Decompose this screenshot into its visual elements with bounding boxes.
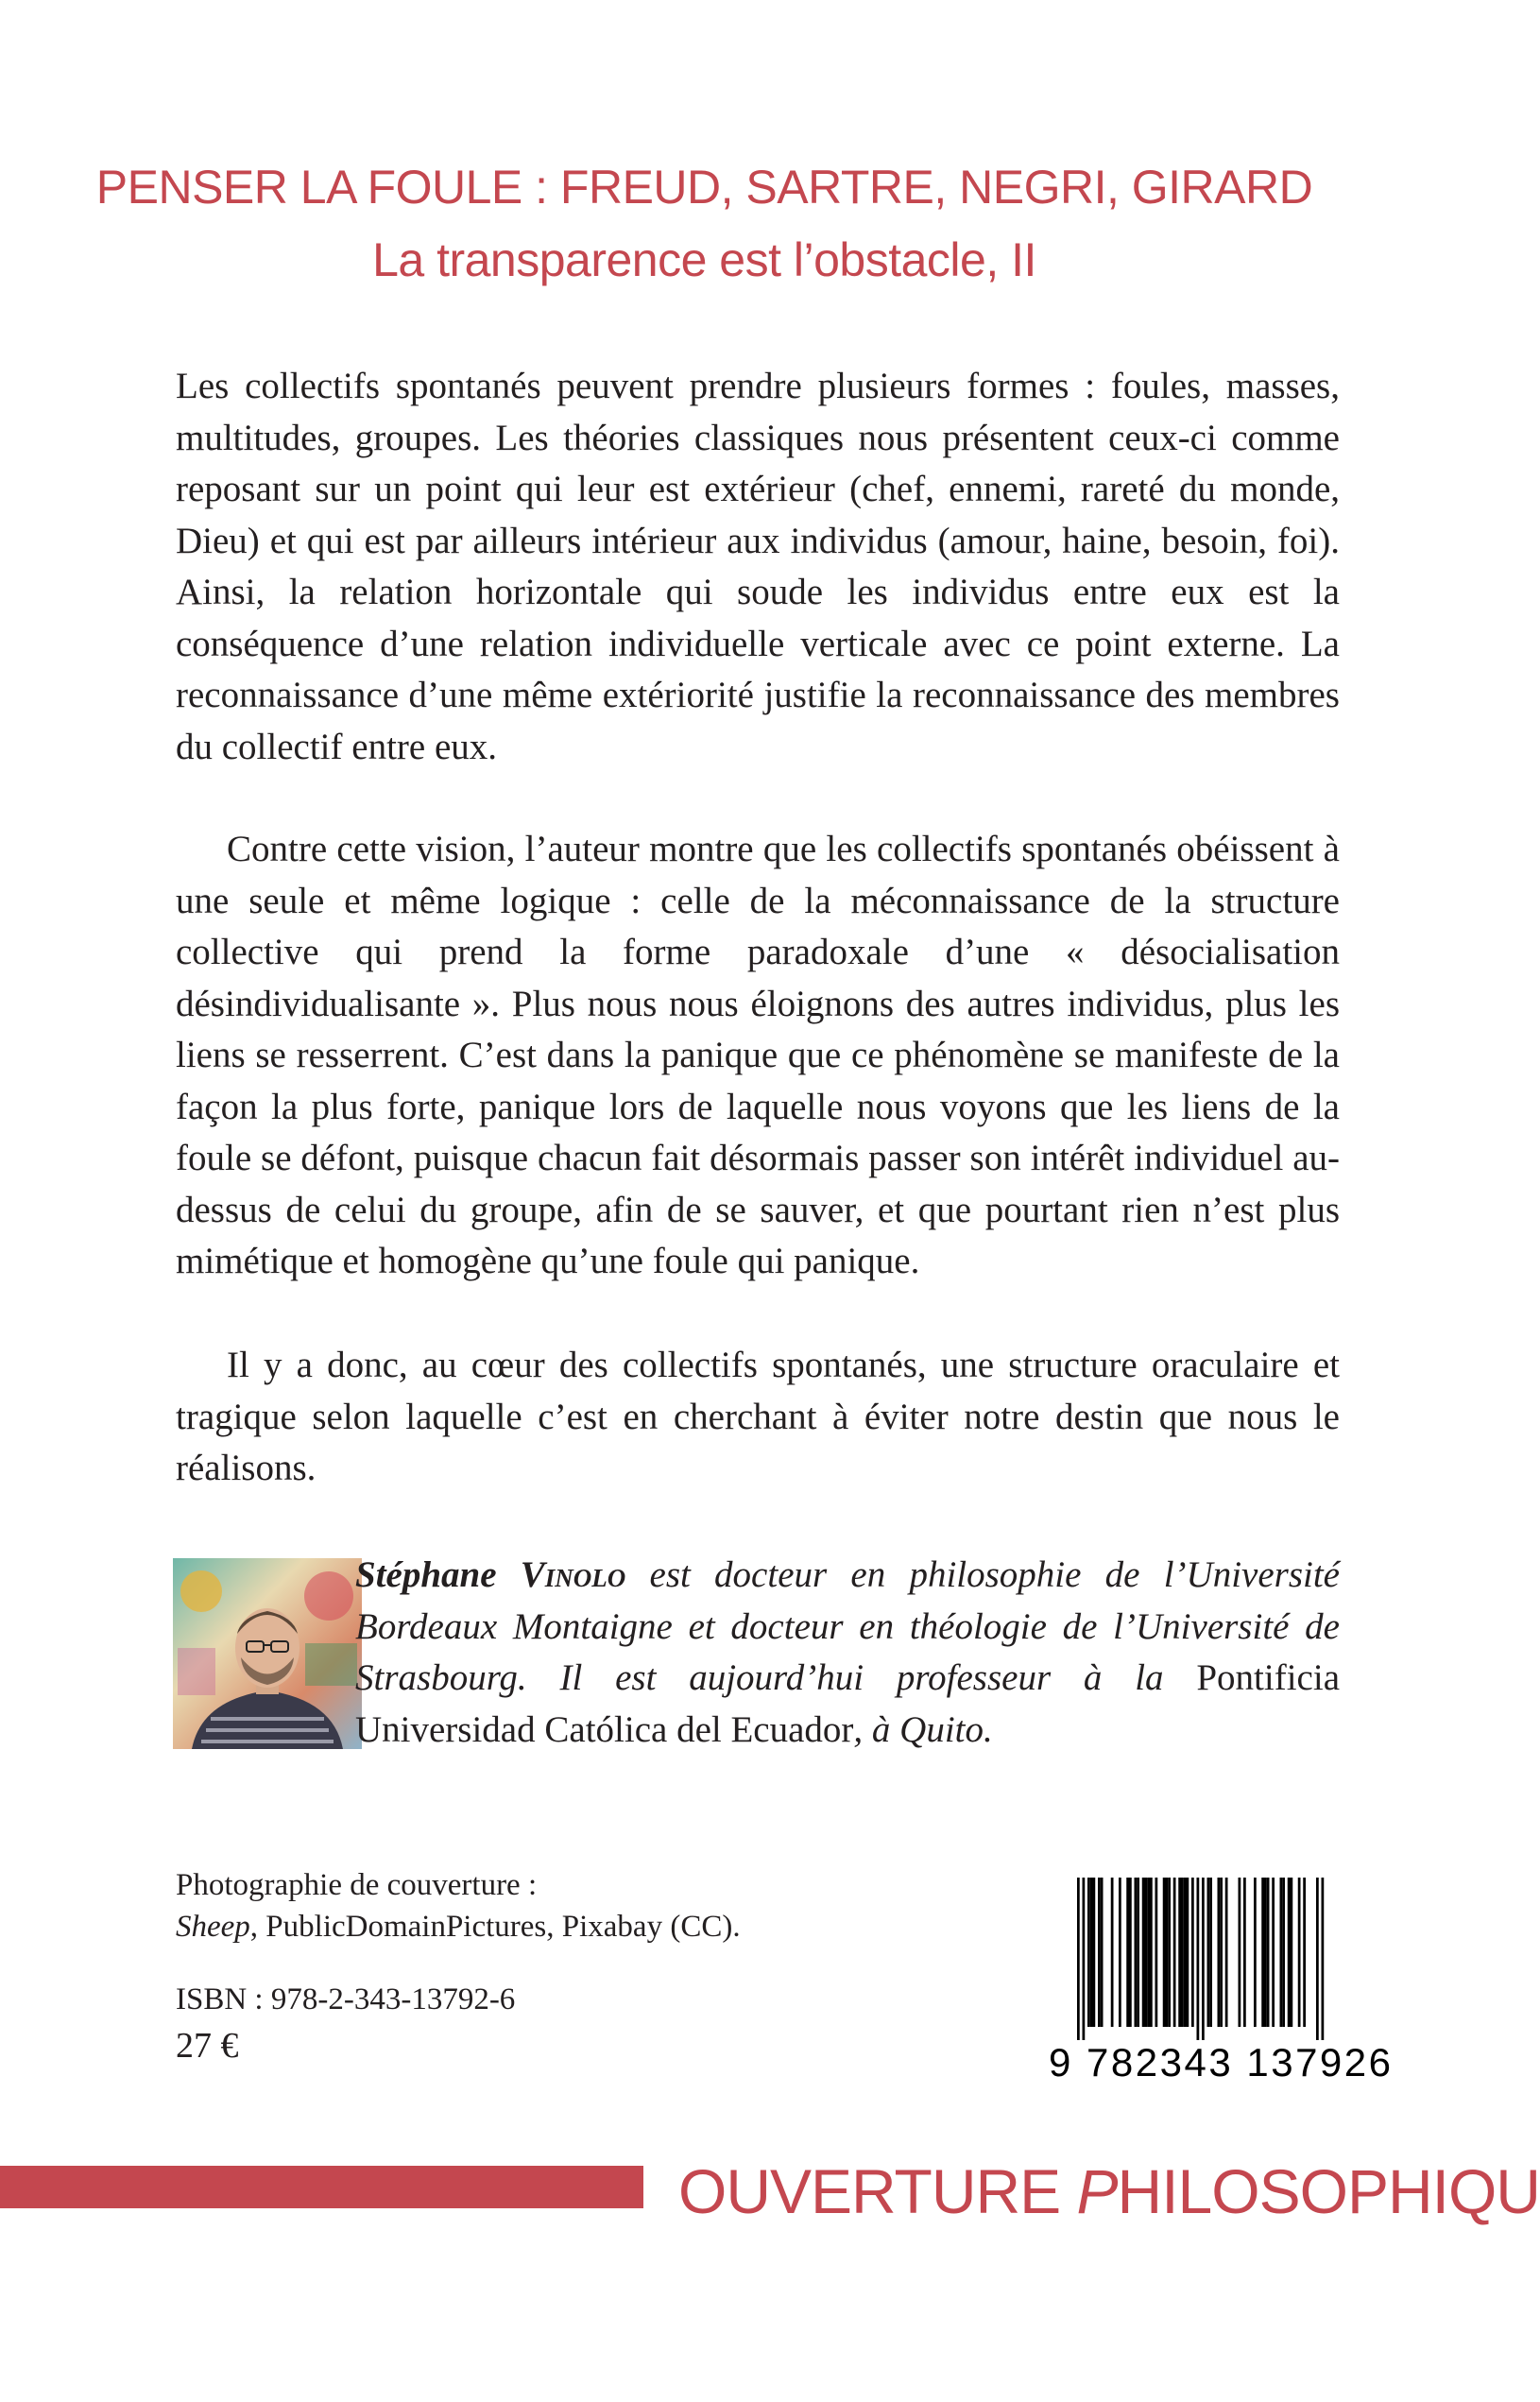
summary-text: Il y a donc, au cœur des collectifs spontanés, une structure oraculaire et tragique selon laquelle c’est en cherchant à éviter notre destin que nous le réalisons. [176,1345,1340,1488]
barcode-bar [1087,1878,1090,2027]
barcode-bar [1243,1878,1246,2027]
barcode-bar [1135,1878,1138,2027]
barcode-bar [1137,1878,1139,2027]
series-title-prefix: OUVERTURE [678,2156,1077,2226]
series-title [678,2158,1540,2224]
barcode-bar [1181,1878,1184,2027]
summary-paragraph-2 [176,824,1340,1288]
author-portrait-image [173,1558,362,1749]
barcode-bar [1168,1878,1171,2027]
barcode-bar [1126,1878,1129,2027]
book-subtitle: La transparence est l’obstacle, II [372,233,1036,286]
summary-paragraph-3 [176,1340,1340,1495]
barcode-bar [1166,1878,1169,2027]
barcode-bar [1207,1878,1210,2027]
barcode-bar [1225,1878,1228,2027]
barcode-bar [1291,1878,1293,2027]
barcode-bar [1197,1878,1200,2040]
author-last-name: Vinolo [520,1554,626,1595]
author-photo [173,1558,362,1749]
barcode-bar [1303,1878,1306,2027]
barcode-bars [1049,1878,1343,2040]
barcode-bar [1098,1878,1101,2027]
barcode-bar [1077,1878,1080,2040]
barcode-bar [1142,1878,1145,2027]
barcode [1049,1878,1394,2098]
barcode-bar [1147,1878,1150,2027]
photo-credit-work: Sheep [176,1910,250,1944]
barcode-digits: 9 782343 137926 [1049,2040,1394,2085]
photo-credit [176,1906,741,1947]
barcode-bar [1220,1878,1223,2027]
series-color-bar [0,2166,643,2208]
barcode-bar [1209,1878,1212,2027]
author-bio [355,1550,1340,1756]
summary-paragraph-1 [176,361,1340,773]
barcode-bar [1150,1878,1153,2027]
barcode-bar [1254,1878,1257,2027]
barcode-bar [1155,1878,1158,2027]
author-bio-location: , à Quito. [853,1708,993,1750]
barcode-bar [1322,1878,1325,2040]
price: 27 € [176,2026,239,2066]
summary-text: Les collectifs spontanés peuvent prendre plusieurs formes : foules, masses, multitudes, groupes. Les théories classiques nous présentent ceux-ci comme reposant sur un point qui leur est extérieur (chef, ennemi, rareté du monde, Dieu) et qui est par ailleurs intérieur aux individus (amour, haine, besoin, foi). Ainsi, la relation horizontale qui soude les individus entre eux est la conséquence d’une relation individuelle verticale avec ce point externe. La reconnaissance d’une même extériorité justifie la reconnaissance des membres du collectif entre eux. [176,366,1340,767]
barcode-bar [1298,1878,1301,2027]
barcode-bar [1184,1878,1187,2027]
author-first-name: Stéphane [355,1554,497,1595]
barcode-bar [1173,1878,1176,2027]
author-bio-text: est docteur en philosophie de l’Université Bordeaux Montaigne et docteur en théologie de l’Université de Strasbourg. Il est aujourd’hui professeur à la [355,1554,1340,1698]
barcode-bar [1111,1878,1114,2027]
photo-credit-label: Photographie de couverture : [176,1868,538,1902]
barcode-bar [1101,1878,1104,2027]
series-title-italic-letter: P [1076,2156,1118,2226]
author-institution: Pontificia Universidad Católica del Ecuador [355,1657,1340,1750]
book-title: PENSER LA FOULE : FREUD, SARTRE, NEGRI, GIRARD [95,161,1313,214]
barcode-bar [1280,1878,1283,2027]
barcode-bar [1083,1878,1086,2040]
series-title-rest: HILOSOPHIQU [1117,2156,1540,2226]
barcode-bar [1218,1878,1221,2027]
barcode-bar [1129,1878,1132,2027]
barcode-bar [1163,1878,1166,2027]
barcode-bar [1316,1878,1319,2040]
barcode-bar [1178,1878,1181,2027]
barcode-bar [1239,1878,1241,2027]
barcode-bar [1272,1878,1275,2027]
photo-credit-source: , PublicDomainPictures, Pixabay (CC). [249,1910,741,1944]
barcode-bar [1202,1878,1205,2040]
barcode-bar [1093,1878,1096,2027]
barcode-bar [1282,1878,1285,2027]
summary-text: Contre cette vision, l’auteur montre que les collectifs spontanés obéissent à une seule et même logique : celle de la méconnaissance de la structure collective qui prend la forme paradoxale d’une « désocialisation désindividualisante ». Plus nous nous éloignons des autres individus, plus les liens se resserrent. C’est dans la panique que ce phénomène se manifeste de la façon la plus forte, panique lors de laquelle nous voyons que les liens de la foule se défont, puisque chacun fait désormais passer son intérêt individuel au-dessus de celui du groupe, afin de se sauver, et que pourtant rien n’est plus mimétique et homogène qu’une foule qui panique. [176,829,1340,1281]
barcode-bar [1191,1878,1194,2027]
isbn: ISBN : 978-2-343-13792-6 [176,1982,516,2016]
barcode-bar [1090,1878,1093,2027]
barcode-bar [1267,1878,1270,2027]
barcode-bar [1288,1878,1291,2027]
barcode-bar [1119,1878,1121,2027]
barcode-bar [1264,1878,1267,2027]
barcode-bar [1145,1878,1148,2027]
barcode-bar [1261,1878,1264,2027]
barcode-bar [1187,1878,1189,2027]
